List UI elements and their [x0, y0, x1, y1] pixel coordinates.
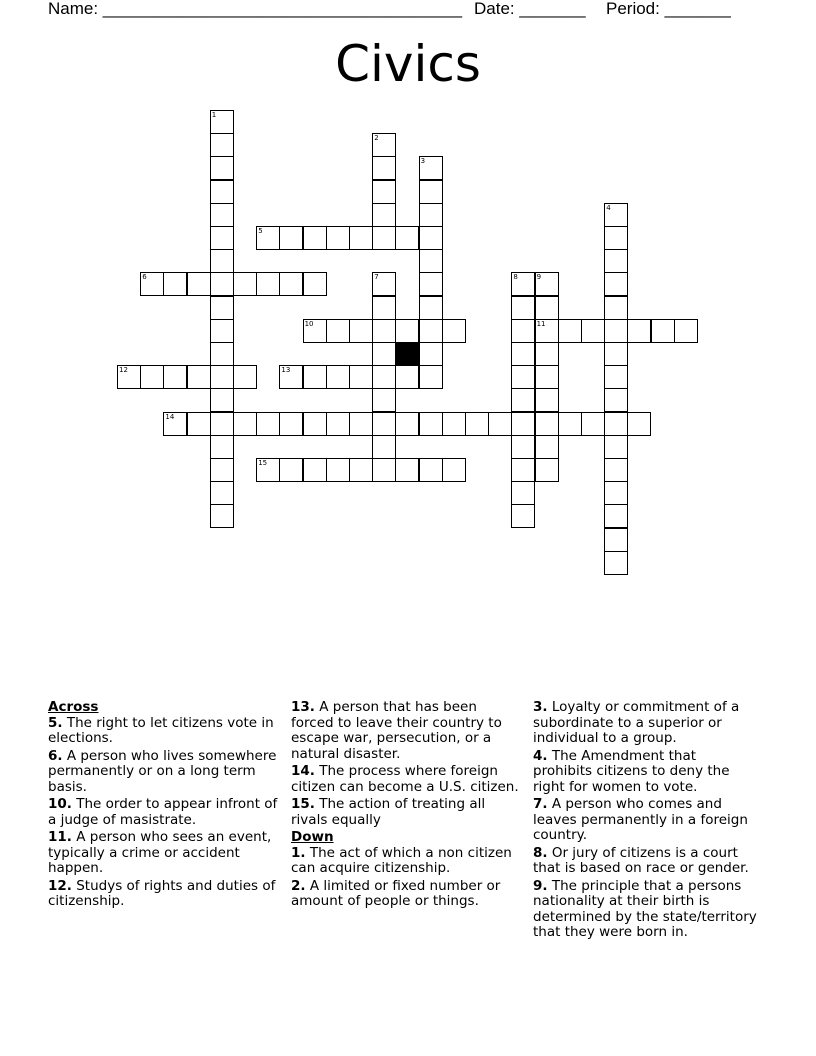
grid-cell[interactable]: [511, 272, 535, 296]
grid-cell[interactable]: [210, 272, 234, 296]
grid-cell[interactable]: [604, 435, 628, 459]
grid-cell[interactable]: [210, 435, 234, 459]
grid-cell[interactable]: [233, 412, 257, 436]
grid-cell[interactable]: [395, 319, 419, 343]
grid-cell[interactable]: [604, 528, 628, 552]
grid-cell[interactable]: [511, 458, 535, 482]
clue-down-1: 1. The act of which a non citizen can acquire citizenship.: [291, 844, 512, 876]
grid-cell[interactable]: [326, 226, 350, 250]
grid-cell[interactable]: [279, 365, 303, 389]
grid-cell[interactable]: [210, 226, 234, 250]
grid-cell[interactable]: [372, 319, 396, 343]
clue-down-7: 7. A person who comes and leaves permanently in a foreign country.: [533, 796, 748, 843]
grid-cell[interactable]: [535, 458, 559, 482]
grid-cell[interactable]: [604, 458, 628, 482]
date-field[interactable]: Date: _______: [474, 0, 586, 18]
grid-cell[interactable]: [349, 226, 373, 250]
grid-cell[interactable]: [349, 319, 373, 343]
grid-cell[interactable]: [372, 272, 396, 296]
grid-cell[interactable]: [303, 226, 327, 250]
grid-cell[interactable]: [419, 296, 443, 320]
clue-down-4: 4. The Amendment that prohibits citizens to deny the right for women to vote.: [533, 747, 730, 795]
clue-number: 5: [258, 227, 263, 235]
grid-cell[interactable]: [372, 458, 396, 482]
grid-cell[interactable]: [604, 342, 628, 366]
grid-cell[interactable]: [210, 365, 234, 389]
grid-cell[interactable]: [419, 226, 443, 250]
grid-cell[interactable]: [604, 226, 628, 250]
grid-cell[interactable]: [210, 296, 234, 320]
grid-cell[interactable]: [604, 504, 628, 528]
grid-cell[interactable]: [140, 365, 164, 389]
grid-cell[interactable]: [535, 296, 559, 320]
grid-cell[interactable]: [256, 412, 280, 436]
clue-across-13: 13. A person that has been forced to leave their country to escape war, persecution, or a natural disaster.: [291, 699, 502, 762]
grid-cell[interactable]: [604, 388, 628, 412]
grid-cell[interactable]: [210, 504, 234, 528]
grid-cell[interactable]: [604, 296, 628, 320]
grid-cell[interactable]: [326, 458, 350, 482]
period-field[interactable]: Period: _______: [606, 0, 731, 18]
grid-cell[interactable]: [511, 388, 535, 412]
grid-cell[interactable]: [303, 365, 327, 389]
grid-cell[interactable]: [326, 412, 350, 436]
grid-cell[interactable]: [535, 388, 559, 412]
grid-cell[interactable]: [442, 319, 466, 343]
clue-number: 12: [119, 366, 128, 375]
clue-down-2: 2. A limited or fixed number or amount of people or things.: [291, 877, 501, 909]
grid-cell[interactable]: [303, 458, 327, 482]
grid-cell[interactable]: [627, 412, 651, 436]
grid-cell[interactable]: [511, 412, 535, 436]
grid-cell[interactable]: [465, 412, 489, 436]
grid-cell[interactable]: [210, 180, 234, 204]
clue-number: 8: [513, 273, 518, 282]
clue-number: 15: [258, 459, 268, 467]
grid-cell[interactable]: [419, 342, 443, 366]
grid-cell[interactable]: [511, 365, 535, 389]
grid-cell[interactable]: [535, 272, 559, 296]
grid-cell[interactable]: [581, 412, 605, 436]
clue-number: 9: [536, 273, 542, 282]
grid-cell[interactable]: [303, 272, 327, 296]
clue-across-11: 11. A person who sees an event, typically a crime or accident happen.: [48, 829, 272, 876]
grid-cell[interactable]: [419, 156, 443, 180]
grid-cell[interactable]: [210, 412, 234, 436]
grid-cell[interactable]: [604, 319, 628, 343]
clue-number: 10: [304, 319, 314, 328]
grid-cell[interactable]: [210, 249, 234, 273]
puzzle-title: Civics: [335, 35, 481, 93]
grid-cell[interactable]: [651, 319, 675, 343]
grid-cell[interactable]: [372, 180, 396, 204]
grid-cell[interactable]: [604, 412, 628, 436]
grid-cell[interactable]: [303, 412, 327, 436]
grid-cell[interactable]: [511, 435, 535, 459]
grid-cell[interactable]: [511, 504, 535, 528]
grid-cell[interactable]: [117, 365, 141, 389]
grid-cell[interactable]: [511, 296, 535, 320]
grid-cell[interactable]: [581, 319, 605, 343]
grid-cell[interactable]: [604, 551, 628, 575]
grid-cell[interactable]: [279, 458, 303, 482]
clue-across-12: 12. Studys of rights and duties of citizenship.: [48, 877, 276, 909]
grid-cell[interactable]: [419, 272, 443, 296]
grid-cell[interactable]: [210, 110, 234, 134]
grid-cell[interactable]: [256, 226, 280, 250]
grid-cell[interactable]: [511, 319, 535, 343]
grid-cell[interactable]: [419, 203, 443, 227]
grid-cell[interactable]: [372, 133, 396, 157]
grid-cell[interactable]: [210, 481, 234, 505]
grid-cell[interactable]: [511, 342, 535, 366]
grid-cell[interactable]: [395, 458, 419, 482]
grid-cell[interactable]: [535, 435, 559, 459]
grid-cell[interactable]: [163, 365, 187, 389]
grid-cell[interactable]: [604, 481, 628, 505]
grid-cell[interactable]: [372, 412, 396, 436]
grid-cell[interactable]: [627, 319, 651, 343]
grid-cell[interactable]: [187, 412, 211, 436]
grid-cell[interactable]: [419, 319, 443, 343]
grid-cell[interactable]: [535, 412, 559, 436]
grid-cell[interactable]: [604, 272, 628, 296]
grid-cell[interactable]: [535, 365, 559, 389]
grid-cell[interactable]: [604, 203, 628, 227]
grid-cell[interactable]: [395, 365, 419, 389]
grid-cell[interactable]: [256, 458, 280, 482]
grid-cell[interactable]: [210, 458, 234, 482]
grid-cell[interactable]: [372, 203, 396, 227]
grid-cell[interactable]: [419, 458, 443, 482]
grid-cell[interactable]: [279, 226, 303, 250]
grid-cell[interactable]: [674, 319, 698, 343]
grid-cell[interactable]: [210, 388, 234, 412]
clue-number: 14: [165, 412, 175, 421]
grid-cell[interactable]: [187, 365, 211, 389]
grid-cell[interactable]: [419, 365, 443, 389]
grid-cell[interactable]: [326, 365, 350, 389]
grid-cell[interactable]: [326, 319, 350, 343]
clues-column-1: [48, 700, 280, 912]
grid-cell[interactable]: [488, 412, 512, 436]
grid-cell[interactable]: [419, 180, 443, 204]
grid-cell[interactable]: [233, 365, 257, 389]
clue-number: 13: [281, 366, 291, 375]
grid-cell[interactable]: [140, 272, 164, 296]
grid-cell[interactable]: [558, 412, 582, 436]
grid-cell[interactable]: [535, 342, 559, 366]
clue-number: 3: [420, 157, 426, 166]
grid-cell[interactable]: [349, 412, 373, 436]
grid-cell[interactable]: [558, 319, 582, 343]
grid-cell[interactable]: [372, 226, 396, 250]
grid-cell[interactable]: [210, 156, 234, 180]
clue-number: 7: [374, 273, 379, 282]
grid-cell[interactable]: [511, 481, 535, 505]
clue-across-14: 14. The process where foreign citizen can become a U.S. citizen.: [291, 763, 519, 795]
grid-cell[interactable]: [372, 435, 396, 459]
grid-cell[interactable]: [372, 342, 396, 366]
grid-cell[interactable]: [349, 365, 373, 389]
grid-cell[interactable]: [279, 272, 303, 296]
grid-cell[interactable]: [442, 412, 466, 436]
grid-cell[interactable]: [372, 388, 396, 412]
grid-cell[interactable]: [163, 412, 187, 436]
grid-cell[interactable]: [372, 156, 396, 180]
grid-cell[interactable]: [210, 319, 234, 343]
clue-number: 6: [142, 273, 147, 282]
clue-number: 4: [606, 203, 611, 212]
clues-column-2: [291, 700, 519, 912]
clue-across-10: 10. The order to appear infront of a judge of masistrate.: [48, 796, 278, 828]
clue-down-3: 3. Loyalty or commitment of a subordinate to a superior or individual to a group.: [533, 699, 740, 746]
clues-column-3: [533, 700, 758, 943]
grid-cell[interactable]: [395, 226, 419, 250]
grid-cell[interactable]: [210, 133, 234, 157]
grid-cell[interactable]: [187, 272, 211, 296]
grid-cell[interactable]: [372, 365, 396, 389]
clue-across-5: 5. The right to let citizens vote in elections.: [48, 714, 274, 746]
grid-cell[interactable]: [395, 412, 419, 436]
grid-cell[interactable]: [210, 203, 234, 227]
grid-cell[interactable]: [419, 412, 443, 436]
across-heading: Across: [48, 699, 99, 715]
grid-cell[interactable]: [535, 319, 559, 343]
grid-cell[interactable]: [604, 249, 628, 273]
clue-number: 1: [211, 111, 217, 119]
clue-across-15: 15. The action of treating all rivals equally: [291, 796, 486, 828]
grid-cell[interactable]: [604, 365, 628, 389]
clue-number: 11: [536, 319, 546, 328]
grid-cell[interactable]: [372, 296, 396, 320]
grid-cell[interactable]: [303, 319, 327, 343]
grid-cell[interactable]: [419, 249, 443, 273]
down-heading: Down: [291, 829, 334, 845]
grid-cell[interactable]: [210, 342, 234, 366]
grid-cell[interactable]: [256, 272, 280, 296]
grid-cell[interactable]: [279, 412, 303, 436]
black-cell: [395, 342, 419, 366]
grid-cell[interactable]: [163, 272, 187, 296]
clue-down-9: 9. The principle that a persons nationality at their birth is determined by the state/territory that they were born in.: [533, 877, 757, 940]
clue-across-6: 6. A person who lives somewhere permanently or on a long term basis.: [48, 747, 277, 795]
clue-number: 2: [374, 134, 379, 143]
grid-cell[interactable]: [442, 458, 466, 482]
grid-cell[interactable]: [233, 272, 257, 296]
name-field[interactable]: Name: ______________________________________: [48, 0, 463, 18]
grid-cell[interactable]: [349, 458, 373, 482]
clue-down-8: 8. Or jury of citizens is a court that is based on race or gender.: [533, 844, 749, 876]
